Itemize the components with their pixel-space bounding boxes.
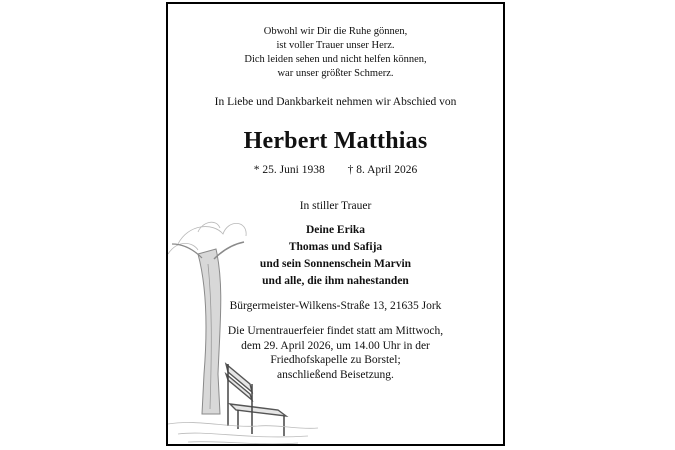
mourner-line: Thomas und Safija (288, 241, 383, 253)
poem (168, 25, 503, 81)
poem-line: Obwohl wir Dir die Ruhe gönnen, (263, 26, 408, 37)
mourner-line: und sein Sonnenschein Marvin (259, 258, 412, 270)
mourning-heading: In stiller Trauer (299, 200, 372, 212)
birth-date: * 25. Juni 1938 (253, 164, 325, 176)
service-line: Friedhofskapelle zu Borstel; (270, 354, 401, 366)
life-dates (168, 164, 503, 176)
poem-line: war unser größter Schmerz. (277, 68, 394, 79)
service-line: dem 29. April 2026, um 14.00 Uhr in der (241, 339, 430, 352)
mourners-list (168, 222, 503, 290)
mourner-line: Deine Erika (305, 224, 366, 236)
deceased-name: Herbert Matthias (243, 128, 428, 154)
mourner-line: und alle, die ihm nahestanden (262, 275, 409, 287)
death-date: † 8. April 2026 (347, 164, 418, 176)
poem-line: ist voller Trauer unser Herz. (276, 40, 395, 51)
poem-line: Dich leiden sehen und nicht helfen können, (244, 54, 427, 65)
address: Bürgermeister-Wilkens-Straße 13, 21635 Jork (229, 300, 442, 312)
service-line: Die Urnentrauerfeier findet statt am Mittwoch, (227, 325, 444, 337)
service-info (168, 324, 503, 382)
farewell-text: In Liebe und Dankbarkeit nehmen wir Abschied von (214, 96, 457, 108)
service-line: anschließend Beisetzung. (277, 368, 394, 381)
obituary-notice (166, 2, 505, 446)
